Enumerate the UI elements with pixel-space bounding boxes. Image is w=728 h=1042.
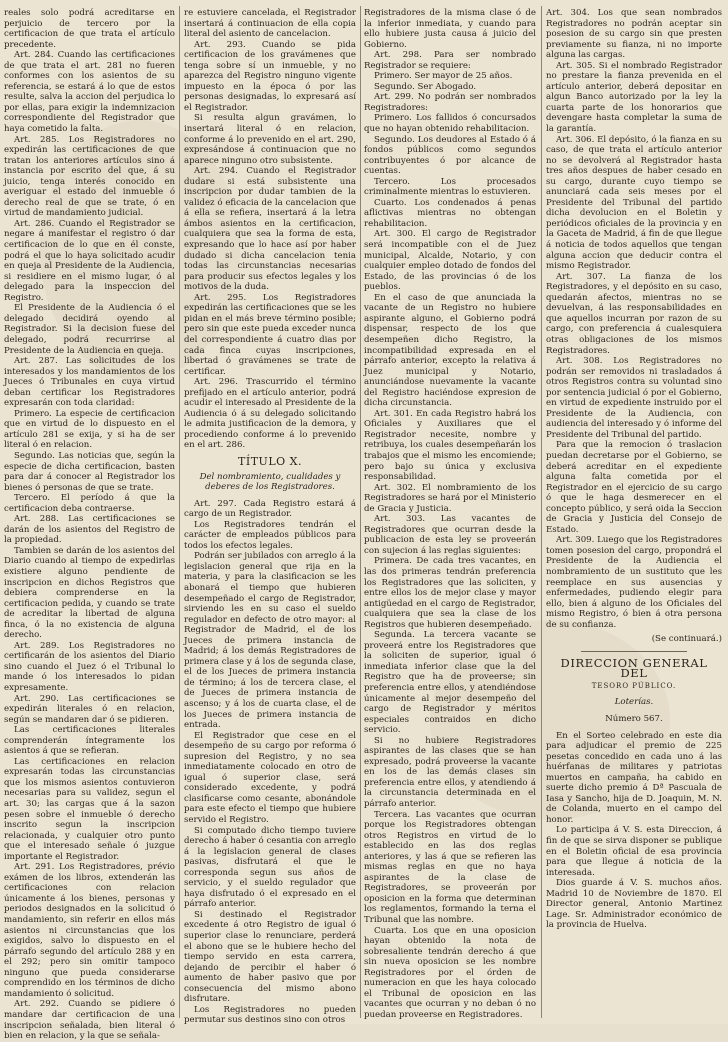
paragraph: Segundo. Ser Abogado.: [374, 81, 477, 92]
column-4-top: [546, 8, 722, 630]
paragraph: En el caso de que anunciada la vacante de un Registro no hubiere aspirante alguno, el Gobierno podrá dispensar, respecto de los que desempeñen dicho Registro, la incompatibilidad expresada en el párrafo anterior, excepto la relativa á Juez municipal y Notario, anunciándose nuevamente la vacante del Registro haciéndose expresion de dicha circunstancia.: [364, 292, 536, 409]
paragraph: Art. 286. Cuando el Registrador se negare á manifestar el registro ó dar certificacion de lo que en él conste, podrá el que lo haya solicitado acudir en queja al Presidente de la Audiencia, si residiere en el mismo lugar, ó al delegado para la inspeccion del Registro.: [4, 218, 175, 303]
paragraph: El Presidente de la Audiencia ó el delegado decidirá oyendo al Registrador. Si la decision fuese del delegado, podrá recurrirse al Presidente de la Audiencia en queja.: [4, 303, 175, 356]
paragraph: Primero. Los fallidos ó concursados que no hayan obtenido rehabilitacion.: [364, 113, 536, 135]
column-2-bottom: [184, 499, 356, 1026]
paragraph: Art. 305. Si el nombrado Registrador no prestare la fianza prevenida en el artículo anterior, deberá depositar en algun Banco autorizado por la ley la cuarta parte de los honorarios que devengare hasta completar la suma de la garantía.: [546, 60, 722, 135]
paragraph: Segundo. Las noticias que, según la especie de dicha certificacion, basten para dar á conocer al Registrador los bienes ó personas de que se trate.: [4, 450, 175, 493]
paragraph: El Registrador que cese en el desempeño de su cargo por reforma ó supresion del Registro, y no sea inmediatamente colocado en otro de igual ó superior clase, será considerado excedente, y podrá clasificarse como cesante, abonándole para este efecto el tiempo que hubiere servido el Registro.: [184, 730, 356, 826]
column-rule: [360, 6, 361, 1018]
paragraph: Primera. De cada tres vacantes, en las dos primeras tendrán preferencia los Registradores que las soliciten, y entre ellos los de mejor clase y mayor antigüedad en el cargo de Registrador, cualquiera que sea la clase de los Registros que hubieren desempeñado.: [364, 556, 536, 630]
paragraph: Art. 287. Las solicitudes de los interesados y los mandamientos de los Jueces ó Tribunales en cuya virtud deban certificar los Registradores expresarán con toda claridad:: [4, 356, 175, 409]
paragraph: Art. 292. Cuando se pidiere ó mandare dar certificacion de una inscripcion señalada, bien literal ó bien en relacion, y la que se señala-: [4, 999, 175, 1042]
paragraph: Tercero. Los procesados criminalmente mientras lo estuvieren.: [364, 176, 536, 198]
paragraph: Primero. La especie de certificacion que en virtud de lo dispuesto en el artículo 281 se exija, y si ha de ser literal ó en relacion.: [4, 408, 175, 451]
paragraph: Art. 301. En cada Registro habrá los Oficiales y Auxiliares que el Registrador necesite, nombre y retribuya, los cuales desempeñarán los trabajos que el mismo les encomiende; pero bajo su única y exclusiva responsabilidad.: [364, 408, 536, 483]
paragraph: Cuarto. Los condenados á penas aflictivas mientras no obtengan rehabilitacion.: [364, 197, 536, 229]
paragraph: Tercera. Las vacantes que ocurran porque los Registradores obtengan otros Registros en virtud de lo establecido en las dos reglas anteriores, y las á que se refieren las mismas reglas en que no haya aspirantes de la clase de Registradores, se proveerán por oposicion en la forma que determinan los reglamentos, formando la terna el Tribunal que las nombre.: [364, 809, 536, 926]
section-subtitle: Del nombramiento, cualidades y deberes de los Registradores.: [199, 471, 341, 493]
paragraph: Podrán ser jubilados con arreglo á la legislacion general que rija en la materia, y para la clasificacion se les abonará el tiempo que hubieren desempeñado el cargo de Registrador, sirviendo les en su caso el sueldo regulador en defecto de otro mayor: al Registrador de Madrid, el de los Jueces de primera instancia de Madrid; á los demás Registradores de primera clase y á los de segunda clase, el de los Jueces de primera instancia de término; á los de tercera clase, el de Jueces de primera instancia de ascenso; y á los de cuarta clase, el de los Jueces de primera instancia de entrada.: [184, 551, 356, 731]
loterias-heading: Loterías.: [614, 697, 654, 708]
paragraph: Los Registradores no pueden permutar sus destinos sino con otros: [184, 1004, 356, 1026]
paragraph: Art. 290. Las certificaciones se expedirán literales ó en relacion, según se mandaren dar ó se pidieren.: [4, 693, 175, 725]
paragraph: Si resulta algun gravámen, lo insertará literal ó en relacion, conforme á lo prevenido en el art. 290, expresándose á continuacion que no aparece ninguno otro subsistente.: [184, 113, 356, 166]
paragraph: Art. 298. Para ser nombrado Registrador se requiere:: [364, 50, 536, 71]
paragraph: Dios guarde á V. S. muchos años. Madrid 10 de Noviembre de 1870. El Director general, Antonio Martinez Lage. Sr. Administrador económico de la provincia de Huelva.: [546, 878, 722, 931]
paragraph: En el Sorteo celebrado en este dia para adjudicar el premio de 225 pesetas concedido en cada uno á las huérfanas de militares y patriotas muertos en campaña, ha cabido en suerte dicho premio á Dª Pascuala de Iasa y Sancho, hija de D. Joaquin, M. N. de Colanda, muerto en el campo del honor.: [546, 730, 722, 825]
paragraph: Tercero. El período á que la certificacion deba contraerse.: [4, 493, 175, 514]
paragraph: Art. 303. Las vacantes de Registradores que ocurran desde la publicacion de esta ley se proveerán con sujecion á las reglas siguientes:: [364, 514, 536, 556]
paragraph: Para que la remocion ó traslacion puedan decretarse por el Gobierno, se deberá acreditar en el expediente alguna falta cometida por el Registrador en el ejercicio de su cargo ó que le haga desmerecer en el concepto público, y será oida la Seccion de Gracia y Justicia del Consejo de Estado.: [546, 440, 722, 535]
paragraph: reales solo podrá acreditarse en perjuicio de tercero por la certificacion de que trata el artículo precedente.: [4, 8, 175, 50]
paragraph: Art. 299. No podrán ser nombrados Registradores:: [364, 92, 536, 113]
column-2: [184, 8, 356, 1026]
paragraph: Art. 309. Luego que los Registradores tomen posesion del cargo, propondrá el Presidente de la Audiencia el nombramiento de un sustituto que les reemplace en sus ausencias y enfermedades, pudiendo elegir para ello, bien á alguno de los Oficiales del mismo Registro, ó bien á otra persona de su confianza.: [546, 535, 722, 630]
direccion-title: DIRECCION GENERAL DEL: [560, 655, 708, 681]
paragraph: Art. 288. Las certificaciones se darán de los asientos del Registro de la propiedad.: [4, 514, 175, 546]
paragraph: Art. 306. El depósito, ó la fianza en su caso, de que trata el artículo anterior no se devolverá al Registrador hasta tres años despues de haber cesado en su cargo, durante cuyo tiempo se anunciará cada seis meses por el Presidente del Tribunal del partido dicha devolucion en el Boletin y periódicos oficiales de la provincia y en la Gaceta de Madrid, á fin de que llegue á noticia de todos aquellos que tengan alguna accion que deducir contra el mismo Registrador.: [546, 134, 722, 272]
paragraph: Art. 297. Cada Registro estará á cargo de un Registrador.: [184, 498, 356, 520]
continued-note: (Se continuará.): [651, 634, 722, 645]
paragraph: Art. 291. Los Registradores, prévio exámen de los libros, extenderán las certificaciones con relacion únicamente á los bienes, personas y periodos designados en la solicitud ó mandamiento, sin referir en ellos más asientos ni circunstancias que los exigidos, salvo lo dispuesto en el párrafo segundo del artículo 288 y en el 292; pero sin omitir tampoco ninguno que pueda considerarse comprendido en los términos de dicho mandamiento ó solicitud.: [4, 862, 175, 999]
paragraph: Si no hubiere Registradores aspirantes de las clases que se han expresado, podrá proveerse la vacante en los de las demás clases sin preferencia entre ellos, y atendiendo á la circunstancia determinada en el párrafo anterior.: [364, 735, 536, 810]
paragraph: Si computado dicho tiempo tuviere derecho á haber ó cesantia con arreglo á la legislacion general de clases pasivas, disfrutará el que le corresponda segun sus años de servicio, y el sueldo regulador que haya disfrutado ó el expresado en el párrafo anterior.: [184, 825, 356, 910]
paragraph: Las certificaciones literales comprenderán íntegramente los asientos á que se refieran.: [4, 725, 175, 757]
paragraph: Registradores de la misma clase ó de la inferior inmediata, y cuando para ello hubiere justa causa á juicio del Gobierno.: [364, 8, 536, 50]
paragraph: Art. 289. Los Registradores no certificarán de los asientos del Diario sino cuando el Juez ó el Tribunal lo mande ó los interesados lo pidan expresamente.: [4, 640, 175, 693]
column-3: [364, 8, 536, 1018]
paragraph: Art. 293. Cuando se pida certificacion de los gravámenes que tenga sobre sí un inmueble, y no aparezca del Registro ninguno vigente impuesto en la época ó por las personas designadas, lo expresará así el Registrador.: [184, 39, 356, 113]
column-1: [4, 8, 175, 1042]
paragraph: Si destinado el Registrador excedente á otro Registro de igual ó superior clase lo renunciare, perderá el abono que se le hubiere hecho del tiempo servido en esta carrera, dejando de percibir el haber ó aumento de haber pasivo que por consecuencia del mismo abono disfrutare.: [184, 909, 356, 1005]
paragraph: Segundo. Los deudores al Estado ó á fondos públicos como segundos contribuyentes ó por alcance de cuentas.: [364, 134, 536, 177]
paragraph: Art. 302. El nombramiento de los Registradores se hará por el Ministerio de Gracia y Justicia.: [364, 482, 536, 514]
paragraph: Art. 308. Los Registradores no podrán ser removidos ni trasladados á otros Registros contra su voluntad sino por sentencia judicial ó por el Gobierno, en virtud de expediente instruido por el Presidente de la Audiencia, con audiencia del interesado y ó informe del Presidente del Tribunal del partido.: [546, 356, 722, 440]
direccion-subtitle: TESORO PÚBLICO.: [591, 681, 677, 690]
divider: [581, 651, 687, 652]
column-4-bottom: [546, 731, 722, 931]
column-rule: [179, 6, 180, 1018]
paragraph: Las certificaciones en relacion expresarán todas las circunstancias que los mismos asientos contuvieron necesarias para su validez, segun el art. 30; las cargas que á la sazon pesen sobre el inmueble ó derecho inscrito segun la inscripcion relacionada, y cualquier otro punto que el interesado señale ó juzgue importante el Registrador.: [4, 756, 175, 862]
notice-number: Número 567.: [605, 714, 663, 724]
paragraph: Art. 284. Cuando las certificaciones de que trata el art. 281 no fueren conformes con los asientos de su referencia, se estará á lo que de estos resulte, salva la accion del perjudica lo por ellas, para exigir la indemnizacion correspondiente del Registrador que haya cometido la falta.: [4, 50, 175, 135]
paragraph: Art. 300. El cargo de Registrador será incompatible con el de Juez municipal, Alcalde, Notario, y con cualquier empleo dotado de fondos del Estado, de las provincias ó de los pueblos.: [364, 229, 536, 293]
paragraph: Segunda. La tercera vacante se proveerá entre los Registradores que la soliciten de superior, igual ó inmediata inferior clase que la del Registro que ha de proveerse; sin preferencia entre ellos, y atendiéndose únicamente al mejor desempeño del cargo de Registrador y méritos especiales contraidos en dicho servicio.: [364, 630, 536, 736]
paragraph: Art. 295. Los Registradores expedirán las certificaciones que se les pidan en el más breve término posible; pero sin que este pueda exceder nunca del correspondiente á cuatro dias por cada finca cuyas inscripciones, libertad ó gravámenes se trate de certificar.: [184, 292, 356, 377]
paragraph: Art. 285. Los Registradores no expedirán las certificaciones de que tratan los anteriores artículos sino á instancia por escrito del que, á su juicio, tenga interés conocido en averiguar el estado del inmueble ó derecho real de que se trate, ó en virtud de mandamiento judicial.: [4, 134, 175, 219]
paragraph: Cuarta. Los que en una oposicion hayan obtenido la nota de sobresaliente tendrán derecho á que sin nueva oposicion se les nombre Registradores por el órden de numeracion en que les haya colocado el Tribunal de oposicion en las vacantes que ocurran y no deban ó no puedan proveerse en Registradores.: [364, 925, 536, 1020]
paragraph: Tambien se darán de los asientos del Diario cuando al tiempo de expedirlas existiere alguno pendiente de inscripcion en dichos Registros que debiera comprenderse en la certificacion pedida, y cuando se trate de acreditar la libertad de alguna finca, ó la no existencia de alguna derecho.: [4, 545, 175, 641]
paragraph: Primero. Ser mayor de 25 años.: [374, 71, 513, 82]
section-title: TÍTULO X.: [238, 454, 302, 468]
paragraph: Los Registradores tendrán el carácter de empleados públicos para todos los efectos legales.: [184, 519, 356, 551]
paragraph: re estuviere cancelada, el Registrador insertará á continuacion de ella copia literal del asiento de cancelacion.: [184, 8, 356, 40]
paragraph: Art. 294. Cuando el Registrador dudare si está subsistente una inscripcion por dudar tambien de la validez ó eficacia de la cancelacion que á ella se refiera, insertará á la letra ámbos asientos en la certificacion, cualquiera que sea la forma de esta, expresando que lo hace así por haber dudado si dicha cancelacion tenia todas las circunstancias necesarias para producir sus efectos legales y los motivos de la duda.: [184, 166, 356, 293]
column-rule: [541, 6, 542, 1018]
paragraph: Art. 304. Los que sean nombrados Registradores no podrán aceptar sin posesion de su cargo sin que presten previamente su fianza, ni no importe alguna las cargas.: [546, 8, 722, 61]
paragraph: Art. 307. La fianza de los Registradores, y el depósito en su caso, quedarán afectos, mientras no se devuelvan, á las responsabilidades en que aquellos incurran por razon de su cargo, con preferencia á cualesquiera otras obligaciones de los mismos Registradores.: [546, 271, 722, 356]
paragraph: Lo participa á V. S. esta Direccion, á fin de que se sirva disponer se publique en el Boletin oficial de esa provincia para que llegue á noticia de la interesada.: [546, 825, 722, 878]
column-4: [546, 8, 722, 1018]
column-2-top: [184, 8, 356, 451]
paragraph: Art. 296. Trascurrido el término prefijado en el artículo anterior, podrá acudir el interesado al Presidente de la Audiencia ó á su delegado solicitando le admita justificacion de la demora, y procediendo conforme á lo prevenido en el art. 286.: [184, 377, 356, 451]
